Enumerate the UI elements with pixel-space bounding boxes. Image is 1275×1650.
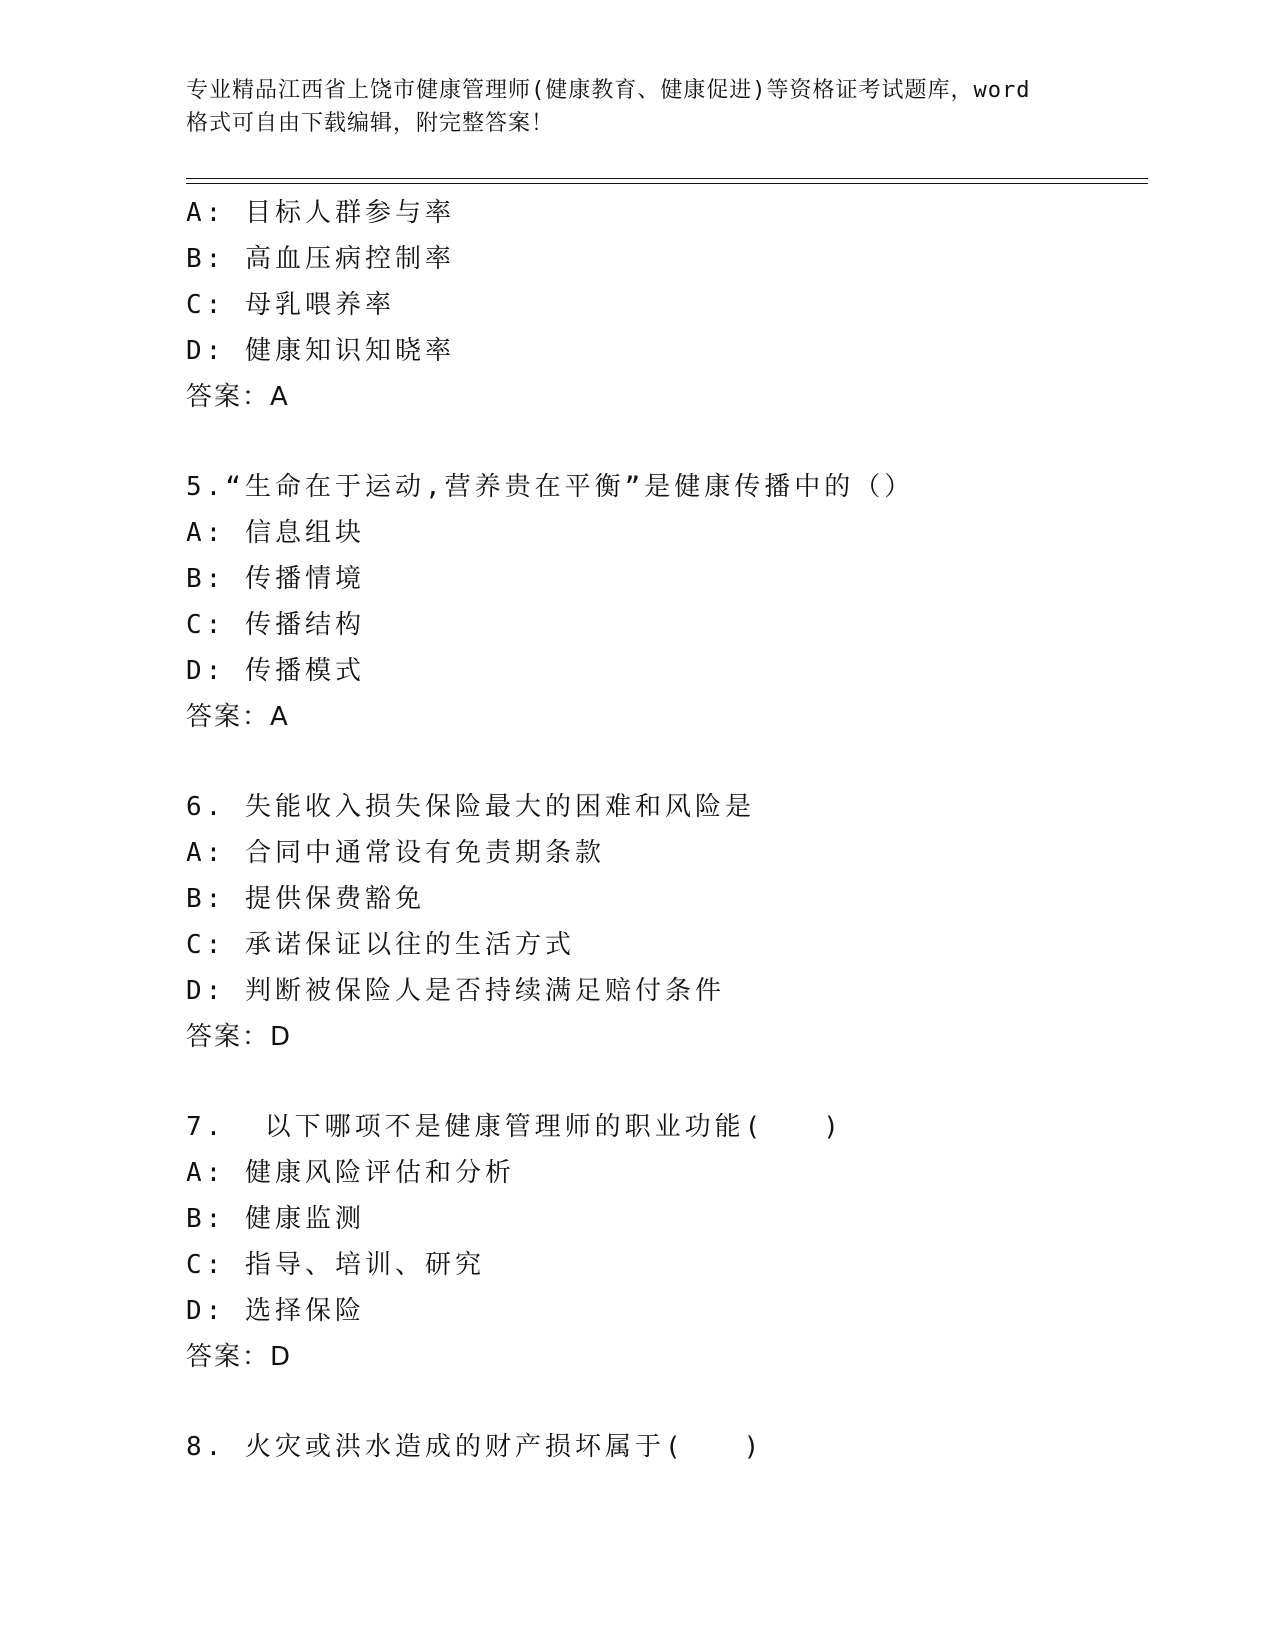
question-text: 6. 失能收入损失保险最大的困难和风险是 — [186, 792, 755, 822]
question-6 — [186, 784, 1146, 1060]
option-d: D: 判断被保险人是否持续满足赔付条件 — [186, 976, 725, 1006]
option-a: A: 信息组块 — [186, 518, 365, 548]
option-a: A: 合同中通常设有免责期条款 — [186, 838, 605, 868]
document-header — [186, 74, 1106, 140]
answer: 答案：A — [186, 382, 290, 412]
question-text: 7. 以下哪项不是健康管理师的职业功能( ) — [186, 1112, 843, 1142]
option-c: C: 母乳喂养率 — [186, 290, 395, 320]
question-text: 5.“生命在于运动,营养贵在平衡”是健康传播中的（） — [186, 472, 915, 502]
option-d: D: 选择保险 — [186, 1296, 365, 1326]
question-8 — [186, 1424, 1146, 1470]
answer: 答案：D — [186, 1022, 293, 1052]
answer: 答案：A — [186, 702, 290, 732]
spacer — [186, 420, 1146, 464]
question-list — [186, 190, 1146, 1470]
header-divider-top — [186, 178, 1148, 179]
option-c: C: 指导、培训、研究 — [186, 1250, 485, 1280]
question-7 — [186, 1104, 1146, 1380]
question-5 — [186, 464, 1146, 740]
header-divider-bottom — [186, 183, 1148, 184]
option-b: B: 高血压病控制率 — [186, 244, 455, 274]
option-b: B: 传播情境 — [186, 564, 365, 594]
spacer — [186, 1380, 1146, 1424]
answer: 答案：D — [186, 1342, 293, 1372]
option-c: C: 承诺保证以往的生活方式 — [186, 930, 575, 960]
option-d: D: 健康知识知晓率 — [186, 336, 455, 366]
question-4 — [186, 190, 1146, 420]
header-intro-line-1: 专业精品江西省上饶市健康管理师(健康教育、健康促进)等资格证考试题库，word — [186, 78, 1031, 103]
header-intro-line-2: 格式可自由下载编辑，附完整答案！ — [186, 111, 555, 136]
option-b: B: 提供保费豁免 — [186, 884, 425, 914]
option-a: A: 目标人群参与率 — [186, 198, 455, 228]
option-a: A: 健康风险评估和分析 — [186, 1158, 515, 1188]
spacer — [186, 740, 1146, 784]
option-b: B: 健康监测 — [186, 1204, 365, 1234]
spacer — [186, 1060, 1146, 1104]
question-text: 8. 火灾或洪水造成的财产损坏属于( ) — [186, 1432, 764, 1462]
option-c: C: 传播结构 — [186, 610, 365, 640]
option-d: D: 传播模式 — [186, 656, 365, 686]
